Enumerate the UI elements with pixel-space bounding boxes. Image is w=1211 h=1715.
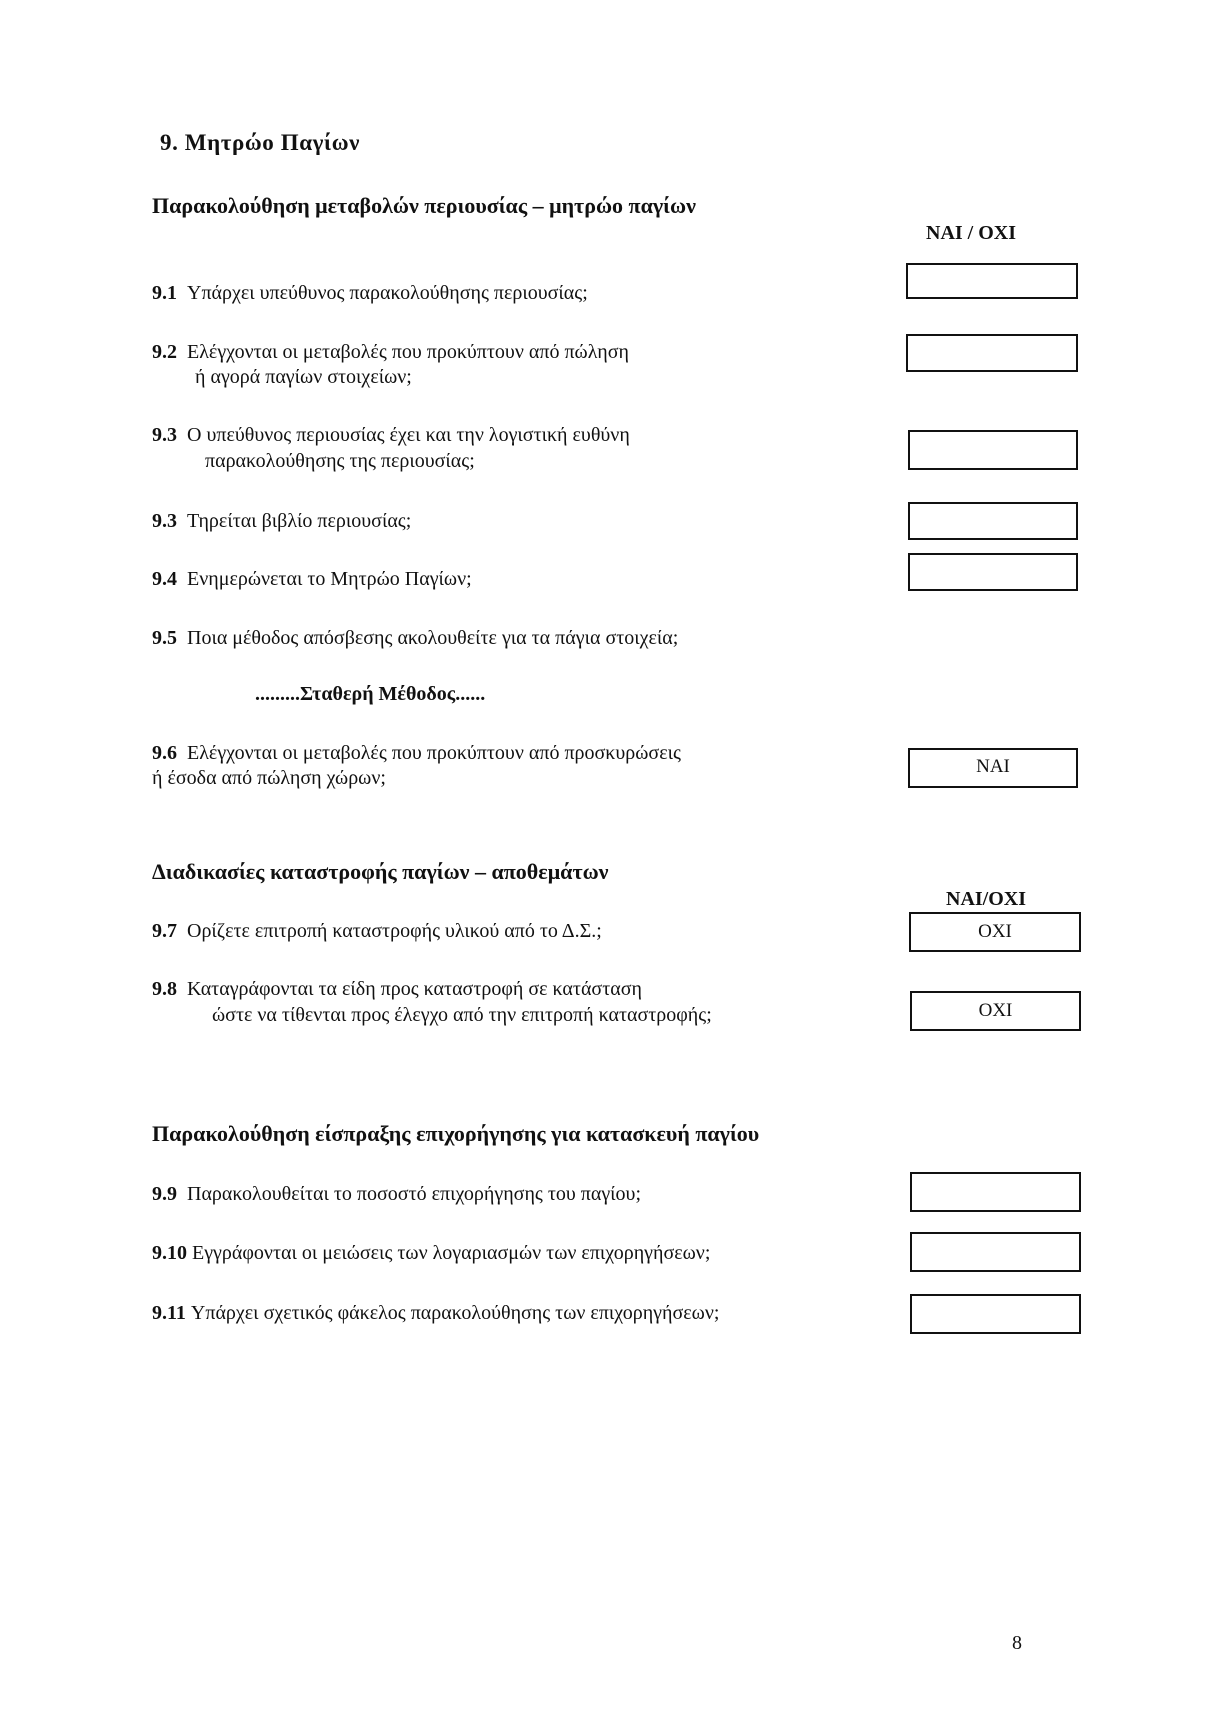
answer-box-9-3a[interactable] <box>908 430 1078 470</box>
question-9-11: 9.11 Υπάρχει σχετικός φάκελος παρακολούθησης των επιχορηγήσεων; <box>152 1302 720 1324</box>
question-9-2-line2: ή αγορά παγίων στοιχείων; <box>195 366 412 388</box>
subsection-heading-destruction: Διαδικασίες καταστροφής παγίων – αποθεμάτων <box>152 859 609 884</box>
question-9-10: 9.10 Εγγράφονται οι μειώσεις των λογαριασμών των επιχορηγήσεων; <box>152 1242 711 1264</box>
question-9-3a: 9.3 Ο υπεύθυνος περιουσίας έχει και την λογιστική ευθύνη <box>152 424 630 446</box>
answer-box-9-3b[interactable] <box>908 502 1078 540</box>
answer-box-9-10[interactable] <box>910 1232 1081 1272</box>
answer-box-9-8[interactable]: ΟΧΙ <box>910 991 1081 1031</box>
answer-box-9-1[interactable] <box>906 263 1078 299</box>
question-9-6-line2: ή έσοδα από πώληση χώρων; <box>152 767 386 789</box>
question-9-8-line2: ώστε να τίθενται προς έλεγχο από την επιτροπή καταστροφής; <box>212 1004 712 1026</box>
answer-box-9-2[interactable] <box>906 334 1078 372</box>
answer-column-header: ΝΑΙ / ΟΧΙ <box>926 222 1017 244</box>
answer-box-9-4[interactable] <box>908 553 1078 591</box>
answer-box-9-11[interactable] <box>910 1294 1081 1334</box>
page-number: 8 <box>1012 1632 1022 1654</box>
question-9-5: 9.5 Ποια μέθοδος απόσβεσης ακολουθείτε για τα πάγια στοιχεία; <box>152 627 679 649</box>
question-9-3a-line2: παρακολούθησης της περιουσίας; <box>205 450 475 472</box>
depreciation-method-answer[interactable]: .........Σταθερή Μέθοδος...... <box>255 683 486 705</box>
question-9-8: 9.8 Καταγράφονται τα είδη προς καταστροφή σε κατάσταση <box>152 978 642 1000</box>
section-title: 9. Μητρώο Παγίων <box>160 130 361 155</box>
subsection-heading-grant: Παρακολούθηση είσπραξης επιχορήγησης για κατασκευή παγίου <box>152 1121 760 1146</box>
answer-column-header-2: ΝΑΙ/ΟΧΙ <box>946 888 1027 910</box>
answer-box-9-9[interactable] <box>910 1172 1081 1212</box>
question-9-1: 9.1 Υπάρχει υπεύθυνος παρακολούθησης περιουσίας; <box>152 282 588 304</box>
question-9-3b: 9.3 Τηρείται βιβλίο περιουσίας; <box>152 510 412 532</box>
question-9-7: 9.7 Ορίζετε επιτροπή καταστροφής υλικού από το Δ.Σ.; <box>152 920 602 942</box>
question-9-9: 9.9 Παρακολουθείται το ποσοστό επιχορήγησης του παγίου; <box>152 1183 642 1205</box>
question-9-6: 9.6 Ελέγχονται οι μεταβολές που προκύπτουν από προσκυρώσεις <box>152 742 681 764</box>
subsection-heading-asset-changes: Παρακολούθηση μεταβολών περιουσίας – μητρώο παγίων <box>152 193 696 218</box>
answer-box-9-7[interactable]: ΟΧΙ <box>909 912 1081 952</box>
answer-box-9-6[interactable]: ΝΑΙ <box>908 748 1078 788</box>
question-9-4: 9.4 Ενημερώνεται το Μητρώο Παγίων; <box>152 568 472 590</box>
question-9-2: 9.2 Ελέγχονται οι μεταβολές που προκύπτουν από πώληση <box>152 341 629 363</box>
